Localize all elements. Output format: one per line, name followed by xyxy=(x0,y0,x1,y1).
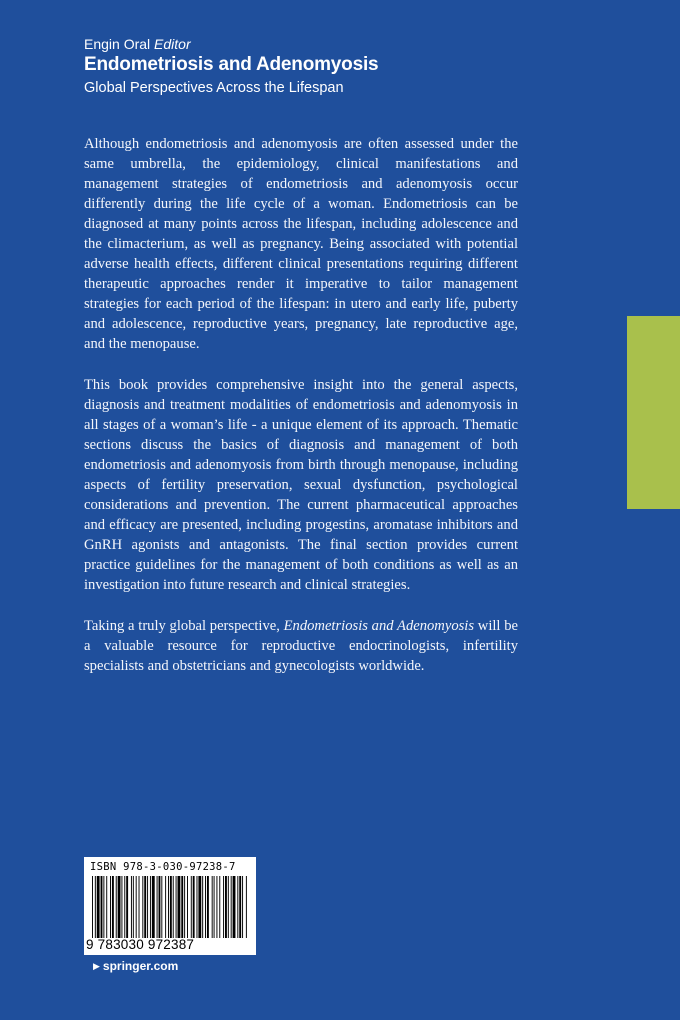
editor-line xyxy=(84,36,378,52)
paragraph-3-end: will be a valuable resource for reproductive endocrinologists, infertility specialists and obstetricians and gynecologists worldwide. xyxy=(84,618,518,674)
isbn-label: ISBN 978-3-030-97238-7 xyxy=(90,861,236,873)
description-paragraph-3 xyxy=(84,616,518,676)
cover-header xyxy=(84,36,378,98)
barcode-bars xyxy=(92,876,248,938)
description-paragraph-2: This book provides comprehensive insight into the general aspects, diagnosis and treatment modalities of endometriosis and adenomyosis in all stages of a woman’s life - a unique element of its approach. Thematic sections discuss the basics of diagnosis and management of both endometriosis and adenomyosis from birth through menopause, including aspects of fertility preservation, sexual dysfunction, psychological considerations and prevention. The current pharmaceutical approaches and efficacy are presented, including progestins, aromatase inhibitors and GnRH agonists and antagonists. The final section provides current practice guidelines for the management of both conditions as well as an investigation into future research and clinical strategies. xyxy=(84,377,518,593)
book-subtitle: Global Perspectives Across the Lifespan xyxy=(84,80,344,96)
editor-role: Editor xyxy=(154,36,191,52)
barcode-digits: 9 783030 972387 xyxy=(86,937,195,952)
publisher-footer xyxy=(93,959,178,973)
publisher-url[interactable]: springer.com xyxy=(102,959,179,973)
editor-name: Engin Oral xyxy=(84,36,151,52)
isbn-barcode xyxy=(84,857,256,955)
triangle-right-icon: ▶ xyxy=(93,960,100,971)
paragraph-3-start: Taking a truly global perspective, xyxy=(84,618,284,634)
book-description xyxy=(84,134,518,697)
book-title: Endometriosis and Adenomyosis xyxy=(84,54,379,75)
description-paragraph-1: Although endometriosis and adenomyosis are often assessed under the same umbrella, the epidemiology, clinical manifestations and management strategies of endometriosis and adenomyosis occur differently during the life cycle of a woman. Endometriosis can be diagnosed at many points across the lifespan, including adolescence and the climacterium, as well as pregnancy. Being associated with potential adverse health effects, different clinical presentations requiring different therapeutic approaches render it imperative to tailor management strategies for each period of the lifespan: in utero and early life, puberty and adolescence, reproductive years, pregnancy, late reproductive age, and the menopause. xyxy=(84,136,518,352)
spine-color-tab xyxy=(627,316,680,509)
paragraph-3-title: Endometriosis and Adenomyosis xyxy=(283,618,475,634)
